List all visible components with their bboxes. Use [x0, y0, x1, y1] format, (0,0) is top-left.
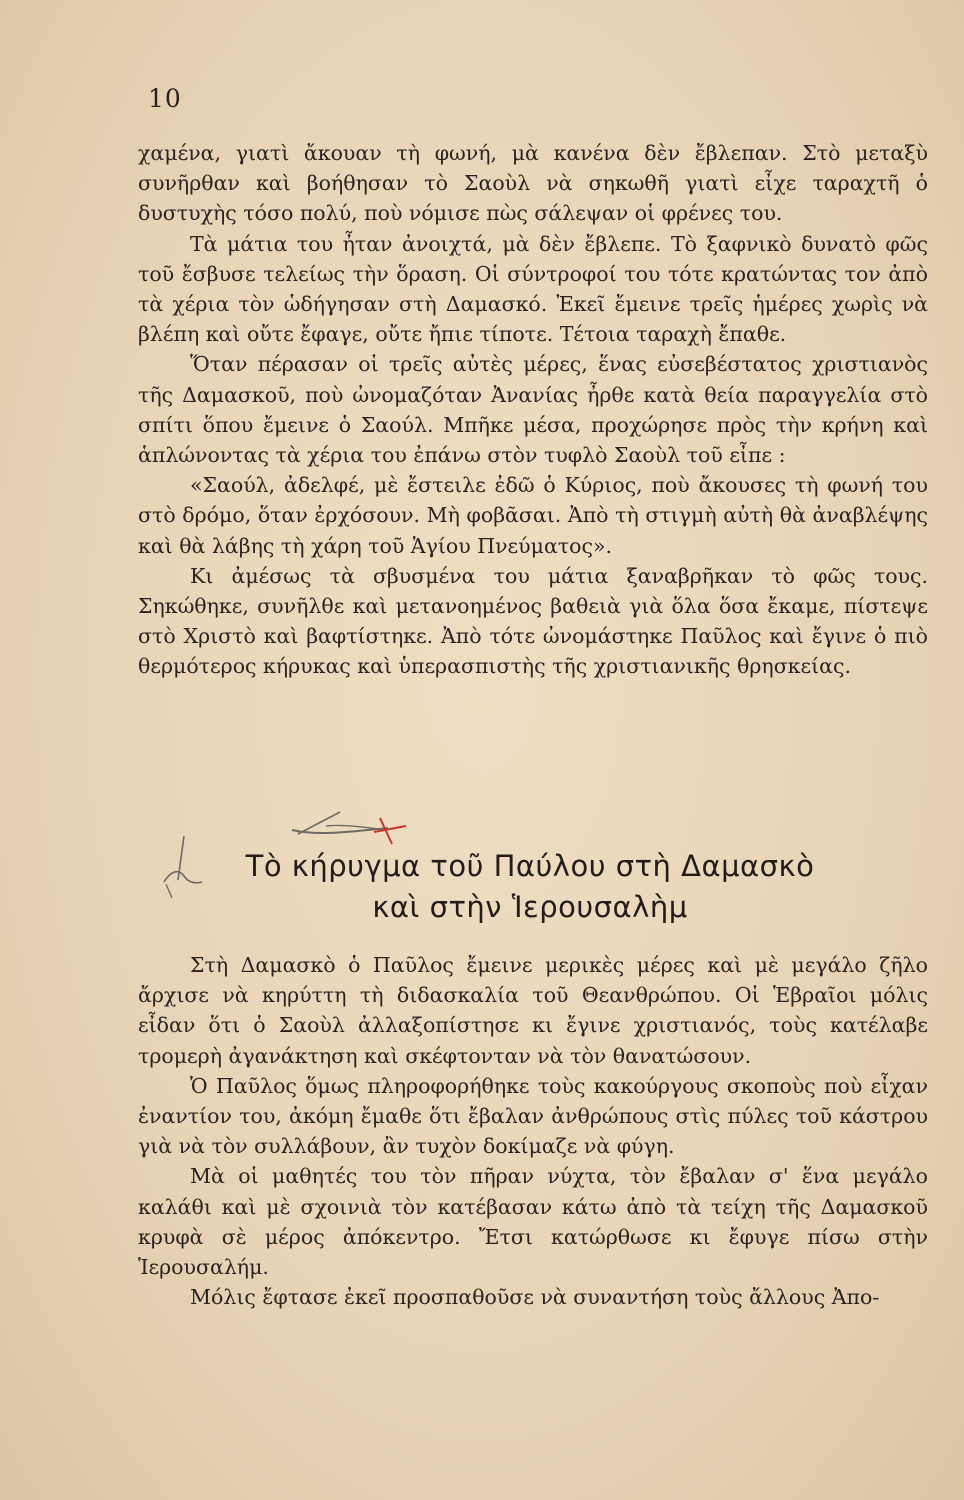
page-number: 10	[148, 84, 182, 113]
paragraph: Μὰ οἱ μαθητές του τὸν πῆραν νύχτα, τὸν ἔβαλαν σ' ἕνα μεγάλο καλάθι καὶ μὲ σχοινιὰ τὸν κατέβασαν κάτω ἀπὸ τὰ τείχη τῆς Δαμασκοῦ κρυφὰ σὲ μέρος ἀπόκεντρο. Ἔτσι κατώρθωσε κι ἔφυγε πίσω στὴν Ἱερουσαλήμ.	[138, 1164, 928, 1280]
paragraph: Ὁ Παῦλος ὅμως πληροφορήθηκε τοὺς κακούργους σκοποὺς ποὺ εἶχαν ἐναντίον του, ἀκόμη ἔμαθε ὅτι ἔβαλαν ἀνθρώπους στὶς πύλες τοῦ κάστρου γιὰ νὰ τὸν συλλάβουν, ἂν τυχὸν δοκίμαζε νὰ φύγη.	[138, 1073, 928, 1159]
paragraph: Κι ἀμέσως τὰ σβυσμένα του μάτια ξαναβρῆκαν τὸ φῶς τους. Σηκώθηκε, συνῆλθε καὶ μετανοημένος βαθειὰ γιὰ ὅλα ὅσα ἔκαμε, πίστεψε στὸ Χριστὸ καὶ βαφτίστηκε. Ἀπὸ τότε ὠνομάστηκε Παῦλος καὶ ἔγινε ὁ πιὸ θερμότερος κήρυκας καὶ ὑπερασπιστὴς τῆς χριστιανικῆς θρησκείας.	[138, 563, 928, 679]
bottom-text-block	[138, 950, 928, 1312]
paragraph: «Σαούλ, ἀδελφέ, μὲ ἔστειλε ἐδῶ ὁ Κύριος, ποὺ ἄκουσες τὴ φωνή του στὸ δρόμο, ὅταν ἐρχόσουν. Μὴ φοβᾶσαι. Ἀπὸ τὴ στιγμὴ αὐτὴ θὰ ἀναβλέψης καὶ θὰ λάβης τὴ χάρη τοῦ Ἁγίου Πνεύματος».	[138, 473, 928, 558]
heading-line-2: καὶ στὴν Ἱερουσαλὴμ	[372, 890, 688, 924]
paragraph: Ὅταν πέρασαν οἱ τρεῖς αὐτὲς μέρες, ἕνας εὐσεβέστατος χριστιανὸς τῆς Δαμασκοῦ, ποὺ ὠνομαζόταν Ἀνανίας ἦρθε κατὰ θεία παραγγελία στὸ σπίτι ὅπου ἔμεινε ὁ Σαούλ. Μπῆκε μέσα, προχώρησε πρὸς τὴν κρήνη καὶ ἁπλώνοντας τὰ χέρια του ἐπάνω στὸν τυφλὸ Σαοὺλ τοῦ εἶπε :	[138, 352, 928, 468]
section-heading	[150, 846, 910, 928]
top-text-block	[138, 138, 928, 682]
pencil-mark	[288, 808, 418, 848]
paragraph: Τὰ μάτια του ἦταν ἀνοιχτά, μὰ δὲν ἔβλεπε. Τὸ ξαφνικὸ δυνατὸ φῶς τοῦ ἔσβυσε τελείως τὴν ὅραση. Οἱ σύντροφοί του τότε κρατώντας τον ἀπὸ τὰ χέρια τὸν ὡδήγησαν στὴ Δαμασκό. Ἐκεῖ ἔμεινε τρεῖς ἡμέρες χωρὶς νὰ βλέπη καὶ οὔτε ἔφαγε, οὔτε ἤπιε τίποτε. Τέτοια ταραχὴ ἔπαθε.	[138, 231, 928, 347]
paragraph: Στὴ Δαμασκὸ ὁ Παῦλος ἔμεινε μερικὲς μέρες καὶ μὲ μεγάλο ζῆλο ἄρχισε νὰ κηρύττη τὴ διδασκαλία τοῦ Θεανθρώπου. Οἱ Ἑβραῖοι μόλις εἶδαν ὅτι ὁ Σαοὺλ ἀλλαξοπίστησε κι ἔγινε χριστιανός, τοὺς κατέλαβε τρομερὴ ἀγανάκτηση καὶ σκέφτονταν νὰ τὸν θανατώσουν.	[138, 953, 928, 1068]
heading-line-1: Τὸ κήρυγμα τοῦ Παύλου στὴ Δαμασκὸ	[245, 849, 815, 883]
paragraph: χαμένα, γιατὶ ἄκουαν τὴ φωνή, μὰ κανένα δὲν ἔβλεπαν. Στὸ μεταξὺ συνῆρθαν καὶ βοήθησαν τὸ Σαοὺλ νὰ σηκωθῆ γιατὶ εἶχε ταραχτῆ ὁ δυστυχὴς τόσο πολύ, ποὺ νόμισε πὼς σάλεψαν οἱ φρένες του.	[138, 141, 928, 226]
paragraph: Μόλις ἔφτασε ἐκεῖ προσπαθοῦσε νὰ συναντήση τοὺς ἄλλους Ἀπο-	[190, 1285, 880, 1310]
